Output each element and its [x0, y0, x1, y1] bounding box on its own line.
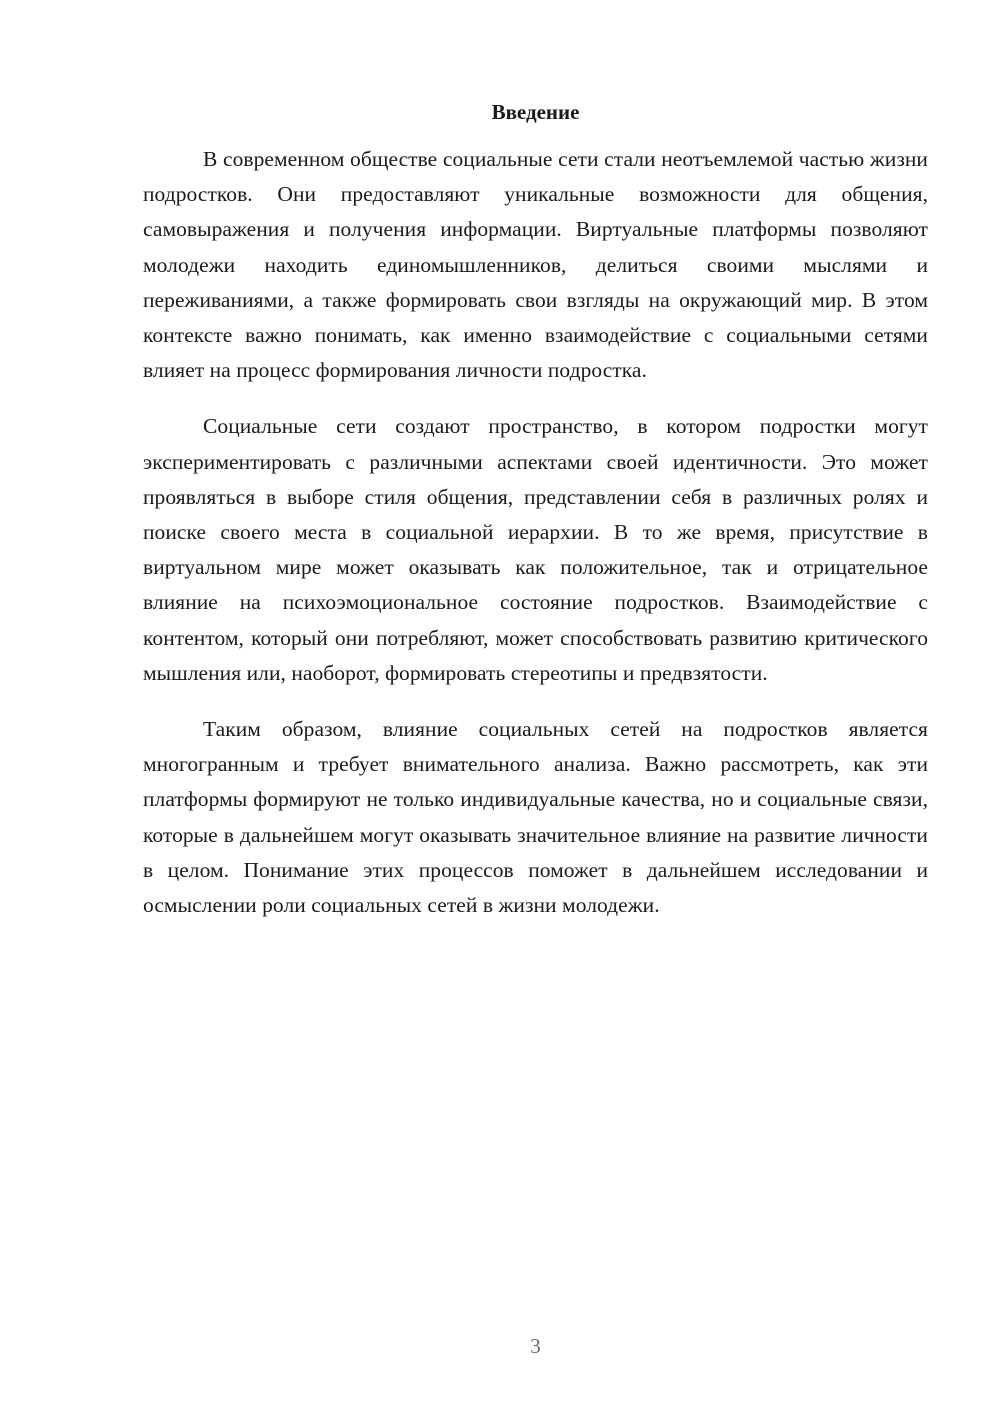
paragraph-2: Социальные сети создают пространство, в котором подростки могут экспериментировать с различными аспектами своей идентичности. Это может проявляться в выборе стиля общения, представлении себя в различных ролях и поиске своего места в социальной иерархии. В то же время, присутствие в виртуальном мире может оказывать как положительное, так и отрицательное влияние на психоэмоциональное состояние подростков. Взаимодействие с контентом, который они потребляют, может способствовать развитию критического мышления или, наоборот, формировать стереотипы и предвзятости.: [143, 414, 928, 685]
body-text: [143, 142, 928, 944]
section-heading: Введение: [491, 100, 580, 124]
paragraph-1: В современном обществе социальные сети стали неотъемлемой частью жизни подростков. Они предоставляют уникальные возможности для общения, самовыражения и получения информации. Виртуальные платформы позволяют молодежи находить единомышленников, делиться своими мыслями и переживаниями, а также формировать свои взгляды на окружающий мир. В этом контексте важно понимать, как именно взаимодействие с социальными сетями влияет на процесс формирования личности подростка.: [143, 147, 928, 383]
paragraph-3: Таким образом, влияние социальных сетей на подростков является многогранным и требует внимательного анализа. Важно рассмотреть, как эти платформы формируют не только индивидуальные качества, но и социальные связи, которые в дальнейшем могут оказывать значительное влияние на развитие личности в целом. Понимание этих процессов поможет в дальнейшем исследовании и осмыслении роли социальных сетей в жизни молодежи.: [143, 717, 928, 918]
page-number: 3: [530, 1334, 541, 1358]
